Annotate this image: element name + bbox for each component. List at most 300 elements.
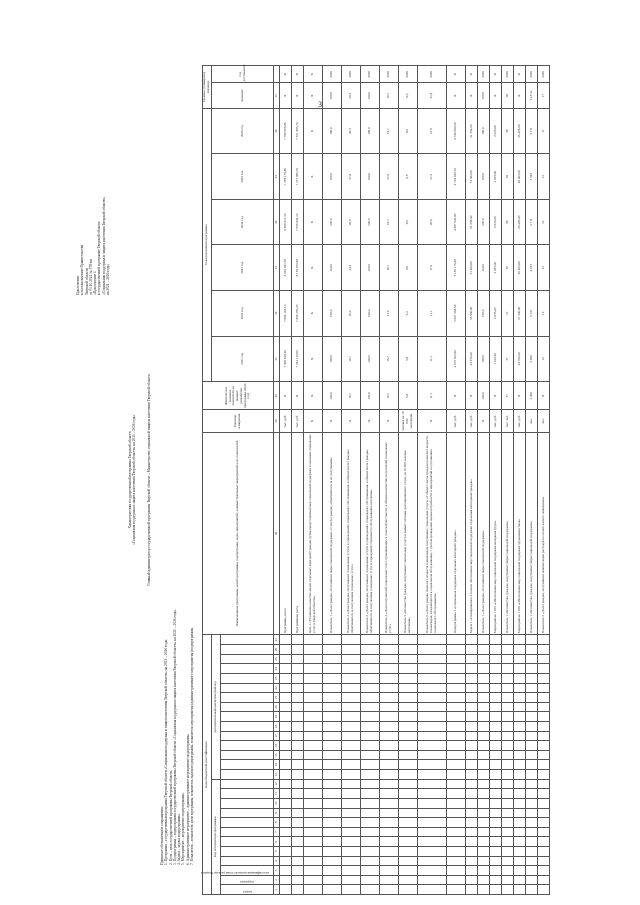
code-cell (323, 712, 342, 722)
row-year-value: 2 035,00 (490, 108, 502, 154)
row-name: Показатель 1 «Количество граждан, получивших меры социальной поддержки» (526, 432, 538, 634)
code-cell (292, 818, 304, 828)
code-cell (304, 693, 323, 703)
code-subgroup-header: Код исполнителя программы (212, 779, 221, 894)
row-year-value: 7 808 356,30 (292, 291, 304, 337)
code-cell (502, 693, 514, 703)
code-cell (342, 722, 361, 732)
row-name: Показатель 5 «Количество граждан, получивших социальные услуги в рамках системы долговременного ухода, на 10 000 человек населения» (399, 432, 418, 634)
note-line: 7. Показатель – показатель цели программы, показатель задачи подпрограммы, показатель мероприятия (административного мероприятия) подпрограммы. (190, 626, 195, 865)
code-cell (342, 731, 361, 741)
row-year-value: 37 (502, 336, 514, 382)
code-cell (526, 683, 538, 693)
row-unit: тыс. руб. (514, 410, 526, 432)
code-cell (447, 866, 466, 876)
note-line: Принятые обозначения и сокращения: (160, 806, 164, 865)
code-cell (490, 875, 502, 885)
code-cell (514, 731, 526, 741)
row-year-value: 26 405,00 (514, 199, 526, 245)
row-target-year: 2026 (418, 66, 447, 83)
code-cell (399, 770, 418, 780)
row-year-value: 8 155 070,80 (292, 245, 304, 291)
code-cell (478, 722, 490, 732)
row-year-value: 8,0 (399, 108, 418, 154)
code-cell (323, 645, 342, 655)
row-year-value: 24,5 (342, 245, 361, 291)
code-cell (361, 693, 380, 703)
code-cell (478, 827, 490, 837)
years-group-header: Годы реализации программы (203, 108, 212, 381)
code-cell (538, 741, 550, 751)
row-actual: 37 (502, 382, 514, 410)
row-name: Показатель 1 «Количество граждан, получивших меры социальной поддержки» (502, 432, 514, 634)
row-year-value: 5 183 176,80 (447, 245, 466, 291)
code-cell (526, 818, 538, 828)
code-cell (342, 645, 361, 655)
row-target-year: 2026 (538, 66, 550, 83)
table-row (447, 66, 466, 895)
code-cell (304, 645, 323, 655)
row-target-value: 21,8 % (526, 83, 538, 108)
title-line: Главный администратор государственной программы Тверской области – Министерство социальной защиты населения Тверской области (146, 374, 151, 586)
code-cell (361, 664, 380, 674)
code-cell (342, 789, 361, 799)
code-cell (380, 683, 399, 693)
code-cell (478, 645, 490, 655)
row-name: Показатель 6 «Доля граждан пожилого возраста и инвалидов, получивших социальные услуги, от общего числа граждан пожилого возраста и инвалидов, нуждающихся в социальном обслуживании, с учетом проведения оценки потребности и мероприятий по улучшению социального обслуживания» (418, 432, 447, 634)
code-cell (304, 856, 323, 866)
annex-line: от 03.10.2022 № 578-пп (88, 258, 93, 295)
code-cell (292, 722, 304, 732)
code-cell (323, 875, 342, 885)
code-cell (514, 741, 526, 751)
code-cell (304, 770, 323, 780)
row-year-value: 12 (538, 291, 550, 337)
code-cell (380, 808, 399, 818)
code-cell (418, 731, 447, 741)
row-year-value: 37 (502, 291, 514, 337)
row-target-year: 2026 (361, 66, 380, 83)
code-cell (399, 837, 418, 847)
table-row (323, 66, 342, 895)
row-year-value: 38 (502, 245, 514, 291)
column-number: 15 (274, 750, 280, 760)
code-cell (361, 683, 380, 693)
code-cell (490, 798, 502, 808)
code-cell (342, 673, 361, 683)
year-header: 2024 год (212, 199, 274, 245)
code-cell (478, 837, 490, 847)
code-cell (418, 645, 447, 655)
code-cell (342, 818, 361, 828)
code-cell (538, 808, 550, 818)
code-column-header (221, 846, 274, 856)
row-target-value: 100,0 (323, 83, 342, 108)
code-cell (490, 645, 502, 655)
code-cell (280, 760, 292, 770)
row-year-value: 12 (538, 199, 550, 245)
code-cell (323, 722, 342, 732)
code-cell (304, 885, 323, 895)
landscape-content (10, 65, 605, 895)
column-number: 22 (274, 683, 280, 693)
row-year-value: 100,0 (361, 245, 380, 291)
code-cell (418, 885, 447, 895)
code-cell (466, 866, 478, 876)
row-year-value: 51 382,00 (466, 154, 478, 200)
code-cell (490, 846, 502, 856)
note-line: 2. Цель – цель государственной программы Тверской области. (168, 769, 173, 865)
code-cell (380, 875, 399, 885)
row-year-value: 26 405,00 (514, 154, 526, 200)
table-row (490, 66, 502, 895)
code-cell (304, 760, 323, 770)
code-column-header (221, 645, 274, 655)
code-cell (292, 664, 304, 674)
row-year-value: 4 183 (526, 245, 538, 291)
column-number: 8 (274, 818, 280, 828)
code-cell (342, 664, 361, 674)
row-name: Подпрограмма 1 «Социальная поддержка отдельных категорий граждан» (447, 432, 466, 634)
code-cell (280, 645, 292, 655)
column-number: 6 (274, 837, 280, 847)
column-number: 21 (274, 693, 280, 703)
code-cell (292, 712, 304, 722)
code-cell (380, 731, 399, 741)
row-actual: Х (280, 382, 292, 410)
code-cell (538, 837, 550, 847)
code-cell (323, 693, 342, 703)
code-cell (478, 635, 490, 645)
code-cell (490, 856, 502, 866)
notes-block (160, 609, 194, 865)
code-cell (514, 712, 526, 722)
row-year-value: 51 400,00 (466, 245, 478, 291)
code-cell (502, 702, 514, 712)
code-cell (466, 673, 478, 683)
code-cell (380, 818, 399, 828)
code-cell (380, 827, 399, 837)
row-year-value: 100,0 (323, 245, 342, 291)
code-cell (280, 741, 292, 751)
code-cell (526, 885, 538, 895)
table-row (399, 66, 418, 895)
row-target-year: Х (447, 66, 466, 83)
row-year-value: 3 543 (526, 154, 538, 200)
code-cell (502, 731, 514, 741)
row-year-value: 8,5 (399, 154, 418, 200)
code-cell (418, 837, 447, 847)
code-cell (514, 866, 526, 876)
code-cell (380, 702, 399, 712)
column-number: 10 (274, 798, 280, 808)
code-cell (526, 875, 538, 885)
row-year-value: 38 (502, 154, 514, 200)
code-cell (418, 702, 447, 712)
code-cell (418, 750, 447, 760)
code-cell (466, 664, 478, 674)
code-cell (361, 645, 380, 655)
code-cell (514, 635, 526, 645)
row-actual: 11,1 (418, 382, 447, 410)
code-cell (538, 827, 550, 837)
row-year-value: 7 359 179,80 (280, 154, 292, 200)
code-cell (502, 683, 514, 693)
row-year-value: 100,0 (478, 336, 490, 382)
code-cell (466, 789, 478, 799)
code-cell (538, 875, 550, 885)
row-year-value: 100,0 (361, 199, 380, 245)
code-cell (478, 712, 490, 722)
code-cell (342, 837, 361, 847)
row-year-value: 3 711 (526, 199, 538, 245)
code-cell (526, 789, 538, 799)
column-number: 37 (274, 83, 280, 108)
code-cell (361, 750, 380, 760)
row-year-value: 9,0 (399, 245, 418, 291)
code-cell (447, 808, 466, 818)
code-cell (399, 760, 418, 770)
row-unit: тыс. руб. (466, 410, 478, 432)
code-cell (418, 798, 447, 808)
row-name: Мероприятие 1.001 «Обеспечение мер социальной поддержки ветеранов труда» (490, 432, 502, 634)
row-year-value: 51 354,60 (466, 108, 478, 154)
code-cell (380, 779, 399, 789)
note-line: 4. Задача – задача подпрограммы. (177, 813, 182, 865)
code-column-header (221, 731, 274, 741)
code-cell (292, 654, 304, 664)
code-cell (361, 846, 380, 856)
code-cell (502, 673, 514, 683)
code-cell (361, 722, 380, 732)
code-cell (418, 760, 447, 770)
annex-line: на 2021 – 2026 годы (106, 264, 111, 295)
code-cell (478, 779, 490, 789)
code-cell (323, 673, 342, 683)
row-year-value: 16,7 (380, 245, 399, 291)
code-cell (478, 789, 490, 799)
code-cell (292, 683, 304, 693)
code-cell (280, 779, 292, 789)
column-number: 3 (274, 866, 280, 876)
code-cell (292, 673, 304, 683)
code-column-header (221, 837, 274, 847)
row-year-value: 8 496 611,10 (280, 199, 292, 245)
code-cell (280, 808, 292, 818)
code-column-header (221, 875, 274, 885)
code-cell (526, 856, 538, 866)
code-cell (399, 664, 418, 674)
code-cell (526, 750, 538, 760)
code-cell (280, 712, 292, 722)
code-cell (466, 770, 478, 780)
code-cell (418, 664, 447, 674)
code-cell (538, 750, 550, 760)
code-cell (526, 693, 538, 703)
code-cell (304, 664, 323, 674)
column-number: 13 (274, 770, 280, 780)
row-year-value: 43 256,40 (466, 336, 478, 382)
row-year-value: 2 035,00 (490, 245, 502, 291)
code-cell (304, 654, 323, 664)
code-cell (280, 770, 292, 780)
code-cell (342, 856, 361, 866)
code-cell (361, 875, 380, 885)
code-column-header (221, 779, 274, 789)
row-year-value: 20,0 (342, 291, 361, 337)
row-year-value: 16,7 (380, 336, 399, 382)
row-year-value: 4 897 645,90 (447, 199, 466, 245)
code-cell (526, 866, 538, 876)
code-cell (447, 693, 466, 703)
code-cell (538, 779, 550, 789)
code-cell (418, 683, 447, 693)
table-row (478, 66, 490, 895)
table-row (418, 66, 447, 895)
code-cell (514, 856, 526, 866)
code-cell (380, 673, 399, 683)
annex-line: Приложение (76, 275, 80, 295)
row-year-value: 7 277 386,70 (292, 154, 304, 200)
row-target-year: Х (490, 66, 502, 83)
code-cell (514, 808, 526, 818)
row-year-value: 5 097 268,50 (447, 291, 466, 337)
code-cell (342, 712, 361, 722)
code-cell (399, 827, 418, 837)
row-year-value: 21,9 (418, 108, 447, 154)
code-cell (466, 827, 478, 837)
code-cell (418, 856, 447, 866)
row-year-value: 3 147 (526, 291, 538, 337)
title-line: Характеристика государственной программы Тверской области (128, 431, 132, 529)
row-year-value: 38 (502, 108, 514, 154)
code-cell (447, 798, 466, 808)
code-column-header (221, 712, 274, 722)
code-cell (280, 885, 292, 895)
code-cell (304, 866, 323, 876)
row-year-value: 100,0 (478, 108, 490, 154)
row-target-value: 38 (502, 83, 514, 108)
code-cell (304, 798, 323, 808)
code-cell (526, 779, 538, 789)
code-column-header (221, 856, 274, 866)
code-cell (514, 750, 526, 760)
code-cell (323, 760, 342, 770)
annex-line: к постановлению Правительства (80, 244, 85, 295)
row-year-value: 21,6 (380, 154, 399, 200)
code-cell (466, 731, 478, 741)
row-year-value: 5,2 (399, 291, 418, 337)
code-cell (514, 779, 526, 789)
code-cell (502, 837, 514, 847)
code-cell (447, 885, 466, 895)
code-cell (342, 760, 361, 770)
column-number: 4 (274, 856, 280, 866)
code-cell (418, 635, 447, 645)
code-cell (304, 722, 323, 732)
code-cell (447, 664, 466, 674)
code-cell (490, 808, 502, 818)
code-cell (292, 645, 304, 655)
column-number: 24 (274, 664, 280, 674)
table-row (304, 66, 323, 895)
code-cell (399, 683, 418, 693)
code-column-header (221, 808, 274, 818)
code-cell (418, 770, 447, 780)
code-cell (466, 750, 478, 760)
row-actual: Х (514, 382, 526, 410)
note-line: 5. Мероприятие – мероприятие подпрограммы. (181, 792, 186, 865)
code-cell (538, 885, 550, 895)
row-year-value: 2 035,00 (490, 291, 502, 337)
code-cell (323, 683, 342, 693)
code-cell (447, 827, 466, 837)
code-cell (447, 779, 466, 789)
code-cell (342, 798, 361, 808)
column-number: 11 (274, 789, 280, 799)
code-cell (399, 645, 418, 655)
code-cell (399, 741, 418, 751)
code-cell (447, 837, 466, 847)
code-cell (466, 722, 478, 732)
code-cell (292, 702, 304, 712)
table-row (342, 66, 361, 895)
row-year-value: 4 704 450,10 (447, 154, 466, 200)
code-cell (399, 885, 418, 895)
row-unit: чел. (526, 410, 538, 432)
code-cell (342, 808, 361, 818)
column-number: 17 (274, 731, 280, 741)
code-cell (292, 798, 304, 808)
code-column-header (221, 654, 274, 664)
row-target-value: Х (304, 83, 323, 108)
code-cell (380, 750, 399, 760)
code-cell (304, 673, 323, 683)
code-cell (399, 779, 418, 789)
code-cell (526, 760, 538, 770)
row-target-value: Х (514, 83, 526, 108)
code-cell (478, 770, 490, 780)
code-column-header (221, 722, 274, 732)
code-cell (490, 664, 502, 674)
code-cell (526, 664, 538, 674)
code-cell (490, 683, 502, 693)
row-actual: Х (466, 382, 478, 410)
row-year-value: 100,0 (323, 108, 342, 154)
code-cell (323, 770, 342, 780)
code-cell (502, 741, 514, 751)
code-cell (466, 683, 478, 693)
code-cell (323, 741, 342, 751)
code-cell (526, 846, 538, 856)
code-cell (502, 798, 514, 808)
code-cell (502, 664, 514, 674)
code-cell (447, 875, 466, 885)
row-unit: тыс. руб. (292, 410, 304, 432)
code-cell (526, 798, 538, 808)
code-cell (502, 866, 514, 876)
code-cell (399, 693, 418, 703)
row-target-value: Х (490, 83, 502, 108)
code-cell (380, 789, 399, 799)
code-cell (447, 818, 466, 828)
code-cell (280, 693, 292, 703)
code-cell (399, 654, 418, 664)
code-column-header (221, 664, 274, 674)
row-year-value: 100,0 (361, 154, 380, 200)
code-column-header (200, 866, 274, 876)
column-number: 31 (274, 336, 280, 382)
